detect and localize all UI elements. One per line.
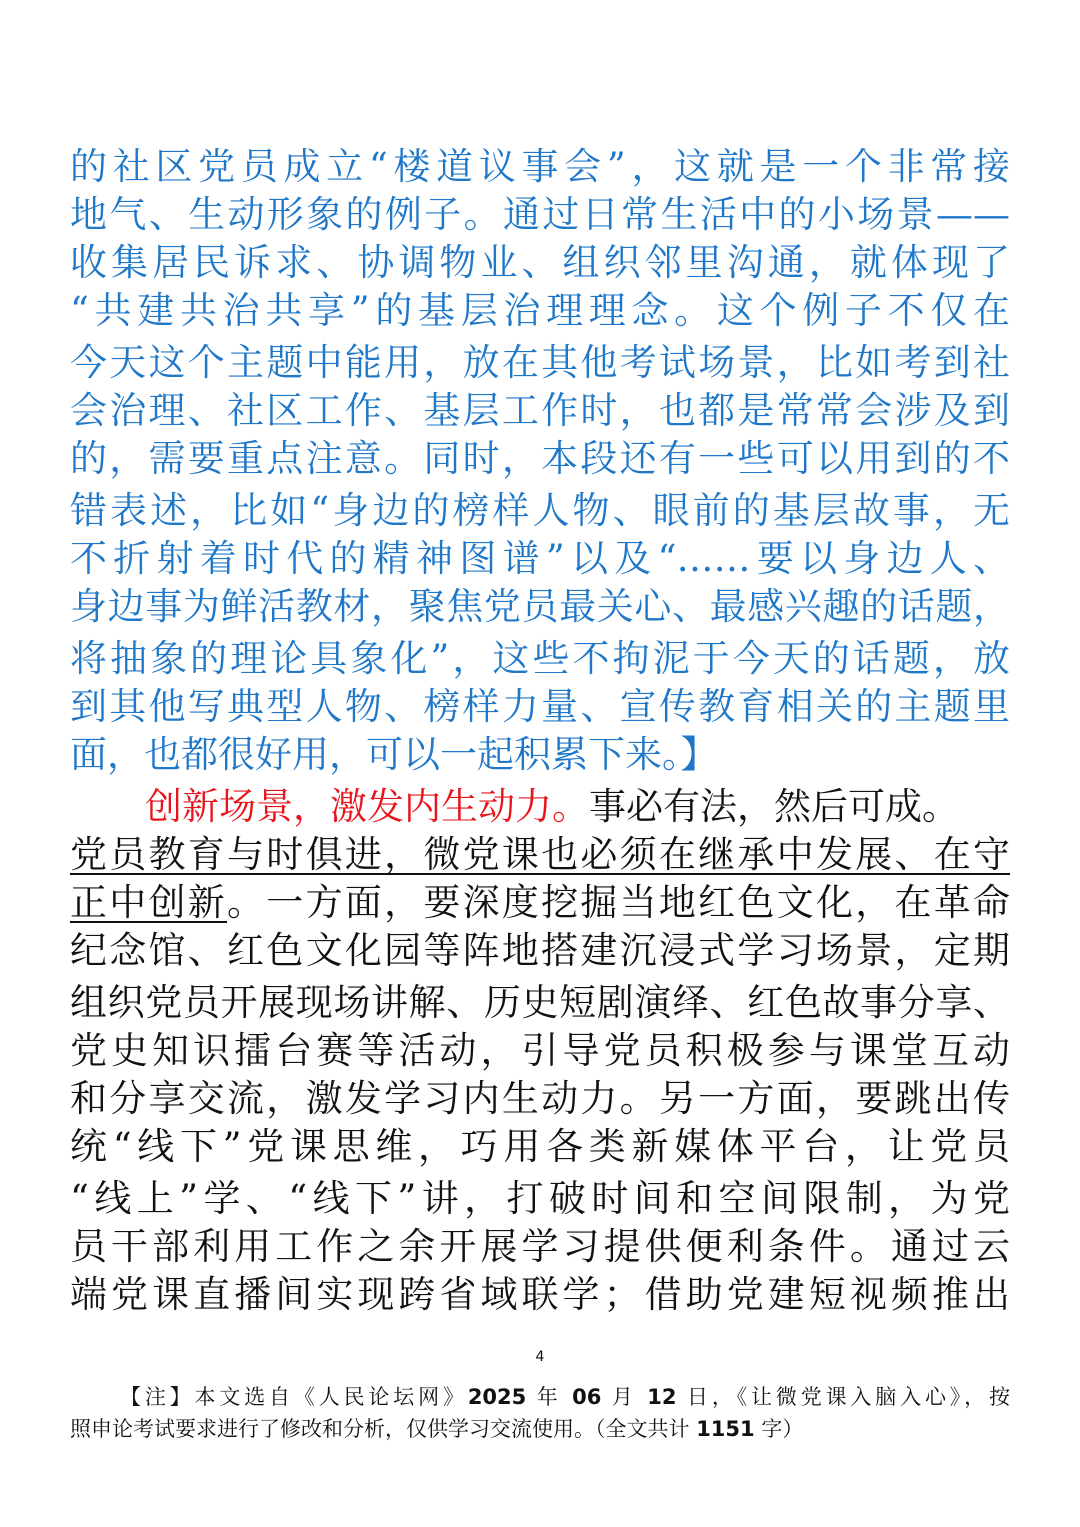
commentary-line: 将抽象的理论具象化”，这些不拘泥于今天的话题，放 bbox=[70, 637, 1010, 680]
body-line: 党史知识擂台赛等活动，引导党员积极参与课堂互动 bbox=[70, 1029, 1010, 1072]
source-note-line-2 bbox=[70, 1414, 1010, 1444]
body-line bbox=[70, 879, 1010, 926]
section-heading: 创新场景，激发内生动力。 bbox=[145, 785, 589, 828]
note-word-count: 1151 bbox=[696, 1417, 755, 1441]
note-month-unit: 月 bbox=[601, 1385, 648, 1409]
page-number: 4 bbox=[535, 1349, 545, 1365]
note-year: 2025 bbox=[467, 1385, 527, 1409]
body-line: 端党课直播间实现跨省域联学；借助党建短视频推出 bbox=[70, 1273, 1010, 1316]
commentary-line: “共建共治共享”的基层治理理念。这个例子不仅在 bbox=[70, 289, 1010, 332]
commentary-line: 今天这个主题中能用，放在其他考试场景，比如考到社 bbox=[70, 341, 1010, 384]
underlined-sentence-end: 正中创新 bbox=[70, 881, 228, 924]
commentary-line: 会治理、社区工作、基层工作时，也都是常常会涉及到 bbox=[70, 389, 1010, 432]
note-line2-prefix: 照申论考试要求进行了修改和分析，仅供学习交流使用。（全文共计 bbox=[70, 1417, 697, 1441]
body-line: “线上”学、“线下”讲，打破时间和空间限制，为党 bbox=[70, 1177, 1010, 1220]
commentary-line: 的，需要重点注意。同时，本段还有一些可以用到的不 bbox=[70, 437, 1010, 480]
note-month: 06 bbox=[572, 1385, 602, 1409]
body-line: 纪念馆、红色文化园等阵地搭建沉浸式学习场景，定期 bbox=[70, 929, 1010, 972]
body-line: 员干部利用工作之余开展学习提供便利条件。通过云 bbox=[70, 1225, 1010, 1268]
commentary-line: 的社区党员成立“楼道议事会”，这就是一个非常接 bbox=[70, 145, 1010, 188]
body-line: 统“线下”党课思维，巧用各类新媒体平台，让党员 bbox=[70, 1125, 1010, 1168]
commentary-line: 身边事为鲜活教材，聚焦党员最关心、最感兴趣的话题， bbox=[70, 585, 1010, 628]
commentary-line: 错表述，比如“身边的榜样人物、眼前的基层故事，无 bbox=[70, 489, 1010, 532]
note-prefix: 【注】本文选自《人民论坛网》 bbox=[120, 1385, 468, 1409]
note-day-unit: 日，《让微党课入脑入心》，按 bbox=[676, 1385, 1010, 1409]
underlined-sentence-line: 党员教育与时俱进，微党课也必须在继承中发展、在守 bbox=[70, 833, 1010, 876]
note-line2-suffix: 字） bbox=[754, 1417, 804, 1441]
commentary-line: 到其他写典型人物、榜样力量、宣传教育相关的主题里 bbox=[70, 685, 1010, 728]
body-line-tail: 。一方面，要深度挖掘当地红色文化，在革命 bbox=[227, 881, 1011, 924]
commentary-line-last: 面，也都很好用，可以一起积累下来。】 bbox=[70, 733, 718, 776]
source-note-line bbox=[120, 1382, 1010, 1412]
note-year-unit: 年 bbox=[526, 1385, 573, 1409]
note-day: 12 bbox=[647, 1385, 677, 1409]
body-line: 和分享交流，激发学习内生动力。另一方面，要跳出传 bbox=[70, 1077, 1010, 1120]
heading-tail: 事必有法，然后可成。 bbox=[589, 785, 959, 828]
body-line: 组织党员开展现场讲解、历史短剧演绎、红色故事分享、 bbox=[70, 981, 1010, 1024]
commentary-line: 不折射着时代的精神图谱”以及“……要以身边人、 bbox=[70, 537, 1010, 580]
commentary-line: 收集居民诉求、协调物业、组织邻里沟通，就体现了 bbox=[70, 241, 1010, 284]
paragraph-heading-line bbox=[145, 783, 1010, 830]
commentary-line: 地气、生动形象的例子。通过日常生活中的小场景—— bbox=[70, 193, 1010, 236]
